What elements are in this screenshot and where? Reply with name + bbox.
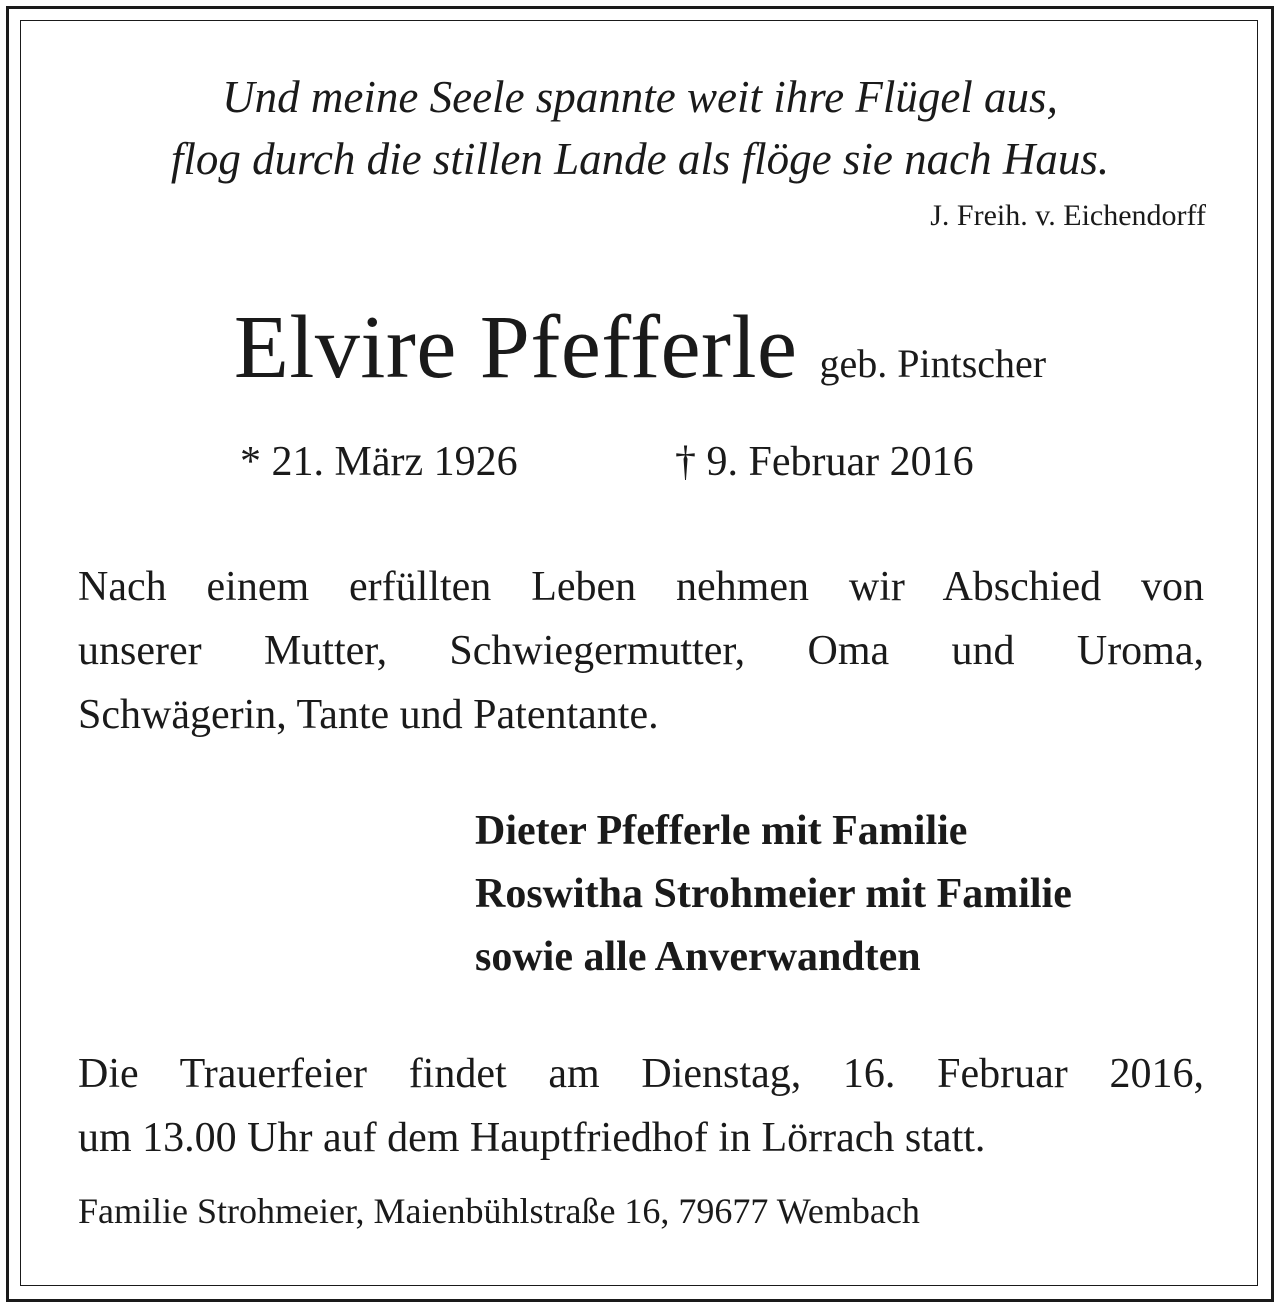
mourners-list <box>475 800 1072 989</box>
poem-line: flog durch die stillen Lande als flöge sie nach Haus. <box>170 134 1110 184</box>
mourner-entry: sowie alle Anverwandten <box>475 934 921 980</box>
deceased-name: Elvire Pfefferle <box>233 298 798 397</box>
farewell-message <box>78 555 1204 747</box>
birth-date: * 21. März 1926 <box>240 439 518 485</box>
mourner-entry: Roswitha Strohmeier mit Familie <box>475 871 1072 917</box>
birth-name: geb. Pintscher <box>819 341 1047 386</box>
poem-author: J. Freih. v. Eichendorff <box>930 199 1206 232</box>
poem-line: Und meine Seele spannte weit ihre Flügel aus, <box>222 72 1058 122</box>
message-line: Nach einem erfüllten Leben nehmen wir Abschied von <box>78 564 1204 610</box>
mourner-entry: Dieter Pfefferle mit Familie <box>475 808 968 854</box>
ceremony-line: Die Trauerfeier findet am Dienstag, 16. Februar 2016, <box>78 1051 1204 1097</box>
ceremony-notice <box>78 1042 1204 1170</box>
message-line: Schwägerin, Tante und Patentante. <box>78 692 659 738</box>
poem-quote <box>0 66 1280 190</box>
family-address: Familie Strohmeier, Maienbühlstraße 16, 79677 Wembach <box>78 1191 920 1231</box>
deceased-heading <box>0 296 1280 399</box>
message-line: unserer Mutter, Schwiegermutter, Oma und Uroma, <box>78 628 1204 674</box>
ceremony-line: um 13.00 Uhr auf dem Hauptfriedhof in Lörrach statt. <box>78 1115 986 1161</box>
death-date: † 9. Februar 2016 <box>675 439 974 485</box>
